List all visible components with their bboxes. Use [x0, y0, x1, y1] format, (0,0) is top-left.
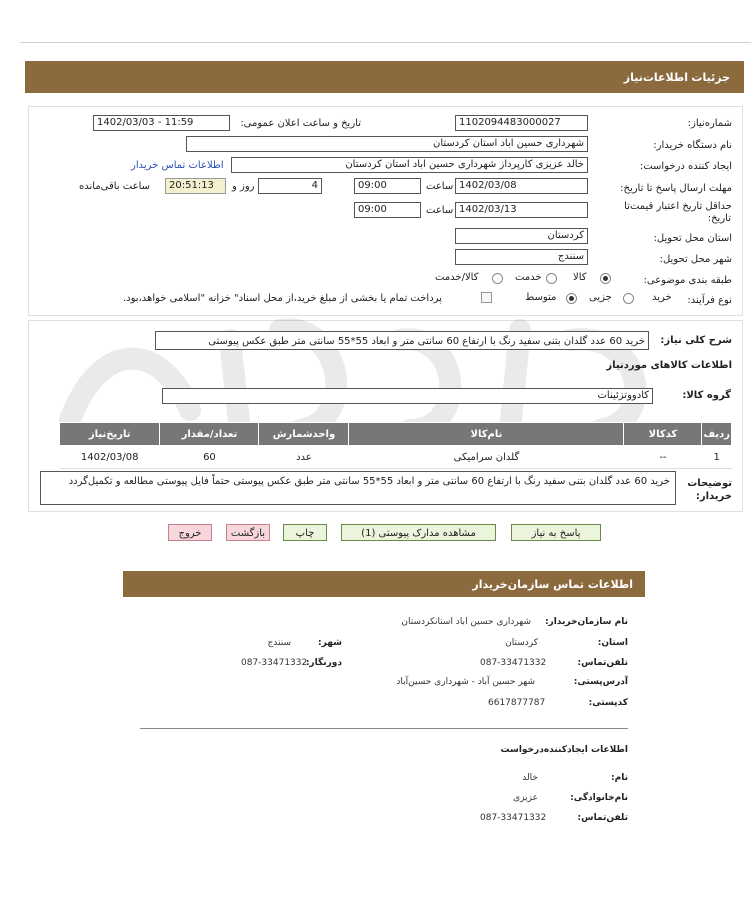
payment-note: پرداخت تمام یا بخشی از مبلغ خرید،از محل اسناد" خزانه "اسلامی خواهد،بود.	[123, 293, 442, 304]
creator-phone-label: تلفن‌تماس:	[577, 813, 628, 823]
goods-group-label: گروه کالا:	[682, 390, 731, 401]
validity-label-line2: تاریخ:	[707, 213, 731, 224]
category-option-service: خدمت	[515, 272, 542, 283]
back-button[interactable]: بازگشت	[226, 524, 270, 541]
creator-section-title: اطلاعات ایجادکننده‌درخواست	[500, 745, 628, 755]
reply-button[interactable]: پاسخ به نیاز	[511, 524, 601, 541]
col-code: کدکالا	[624, 423, 702, 446]
contact-province-label: استان:	[597, 638, 628, 648]
process-option-purchase: خرید	[652, 292, 672, 303]
need-number-label: شماره‌نیاز:	[687, 118, 732, 129]
process-label: نوع فرآیند:	[687, 295, 732, 306]
items-title: اطلاعات کالاهای موردنیاز	[606, 360, 732, 371]
contact-fax-label: دورنگار:	[305, 658, 342, 668]
cell-code: --	[624, 446, 702, 469]
creator-field: خالد عزیزی کارپرداز شهرداری حسین اباد استان کردستان	[231, 157, 588, 173]
buyer-org-label: نام دستگاه خریدار:	[653, 140, 732, 151]
contact-city-label: شهر:	[318, 638, 342, 648]
creator-name: خالد	[522, 773, 538, 783]
contact-address: شهر حسین آباد - شهرداری حسین‌آباد	[396, 677, 535, 687]
items-table-header	[60, 423, 732, 446]
deadline-time-label: ساعت	[426, 181, 454, 192]
buyer-notes-field: خرید 60 عدد گلدان بتنی سفید رنگ با ارتفاع 60 سانتی متر و ابعاد 55*55 سانتی متر طبق عکس پیوستی حتماً فایل پیوستی مطالعه و تکمیل‌گردد	[40, 471, 676, 505]
col-name: نام‌کالا	[349, 423, 624, 446]
tab-need-info[interactable]: اطلاعات‌نیاز	[623, 71, 688, 84]
items-table	[59, 422, 732, 469]
contact-section-title: اطلاعات تماس سازمان‌خریدار	[123, 571, 645, 597]
attachments-button[interactable]: مشاهده مدارک پیوستی (1)	[341, 524, 496, 541]
buyer-notes-label-1: توضیحات	[687, 478, 732, 489]
col-qty: تعداد/مقدار	[160, 423, 259, 446]
city-field: سنندج	[455, 249, 588, 265]
contact-city: سنندج	[267, 638, 291, 648]
cell-date: 1402/03/08	[60, 446, 160, 469]
remaining-time-badge: 20:51:13	[165, 178, 226, 194]
announce-label: تاریخ و ساعت اعلان عمومی:	[240, 118, 361, 129]
tab-details[interactable]: جزئیات	[691, 71, 730, 84]
category-option-both: کالا/خدمت	[435, 272, 479, 283]
category-radio-service[interactable]	[546, 273, 557, 284]
col-date: تاریخ‌نیاز	[60, 423, 160, 446]
contact-phone: 087-33471332	[480, 658, 547, 668]
table-row	[60, 446, 732, 469]
city-label: شهر محل تحویل:	[659, 254, 732, 265]
contact-phone-label: تلفن‌تماس:	[577, 658, 628, 668]
validity-time-field: 09:00	[354, 202, 421, 218]
contact-org-label: نام سازمان‌خریدار:	[544, 617, 628, 627]
description-field: خرید 60 عدد گلدان بتنی سفید رنگ با ارتفاع 60 سانتی متر و ابعاد 55*55 سانتی متر طبق عکس پیوستی	[155, 331, 649, 350]
deadline-date-field: 1402/03/08	[455, 178, 588, 194]
validity-time-label: ساعت	[426, 205, 454, 216]
creator-label: ایجاد کننده درخواست:	[639, 161, 732, 172]
page-header	[25, 61, 744, 93]
creator-name-label: نام:	[611, 773, 628, 783]
contact-org: شهرداری حسین اباد استانکردستان	[401, 617, 531, 627]
remaining-label: ساعت باقی‌مانده	[79, 181, 151, 192]
days-label: روز و	[232, 181, 255, 192]
contact-postal-label: کدپستی:	[588, 698, 628, 708]
province-field: کردستان	[455, 228, 588, 244]
contact-province: کردستان	[505, 638, 538, 648]
category-label: طبقه بندی موضوعی:	[643, 275, 732, 286]
buyer-contact-link[interactable]: اطلاعات تماس خریدار	[131, 160, 224, 171]
contact-postal: 6617877787	[488, 698, 546, 708]
announce-field: 1402/03/03 - 11:59	[93, 115, 230, 131]
validity-date-field: 1402/03/13	[455, 202, 588, 218]
contact-address-label: آدرس‌پستی:	[573, 677, 628, 687]
buyer-notes-label-2: خریدار:	[695, 491, 732, 502]
cell-row: 1	[702, 446, 732, 469]
print-button[interactable]: چاپ	[283, 524, 327, 541]
category-option-goods: کالا	[573, 272, 587, 283]
creator-phone: 087-33471332	[480, 813, 547, 823]
deadline-time-field: 09:00	[354, 178, 421, 194]
cell-name: گلدان سرامیکی	[349, 446, 624, 469]
col-unit: واحدشمارش	[259, 423, 349, 446]
need-number-field: 1102094483000027	[455, 115, 588, 131]
process-option-minor: جزیی	[589, 292, 612, 303]
top-divider	[20, 42, 751, 43]
validity-label-line1: حداقل تاریخ اعتبار قیمت‌تا	[624, 201, 732, 212]
exit-button[interactable]: خروج	[168, 524, 212, 541]
days-field: 4	[258, 178, 322, 194]
cell-qty: 60	[160, 446, 259, 469]
contact-fax: 087-33471332	[241, 658, 308, 668]
process-option-medium: متوسط	[525, 292, 557, 303]
creator-family-label: نام‌خانوادگی:	[570, 793, 628, 803]
creator-family: عزیزی	[513, 793, 538, 803]
goods-group-field: کادووتزئینات	[162, 388, 653, 404]
col-row: ردیف	[702, 423, 732, 446]
cell-unit: عدد	[259, 446, 349, 469]
deadline-label: مهلت ارسال پاسخ تا تاریخ:	[620, 183, 732, 194]
buyer-org-field: شهرداری حسین اباد استان کردستان	[186, 136, 588, 152]
contact-divider	[140, 728, 628, 729]
category-radio-goods[interactable]	[600, 273, 611, 284]
category-radio-both[interactable]	[492, 273, 503, 284]
province-label: استان محل تحویل:	[653, 233, 732, 244]
description-label: شرح کلی نیاز:	[660, 335, 732, 346]
